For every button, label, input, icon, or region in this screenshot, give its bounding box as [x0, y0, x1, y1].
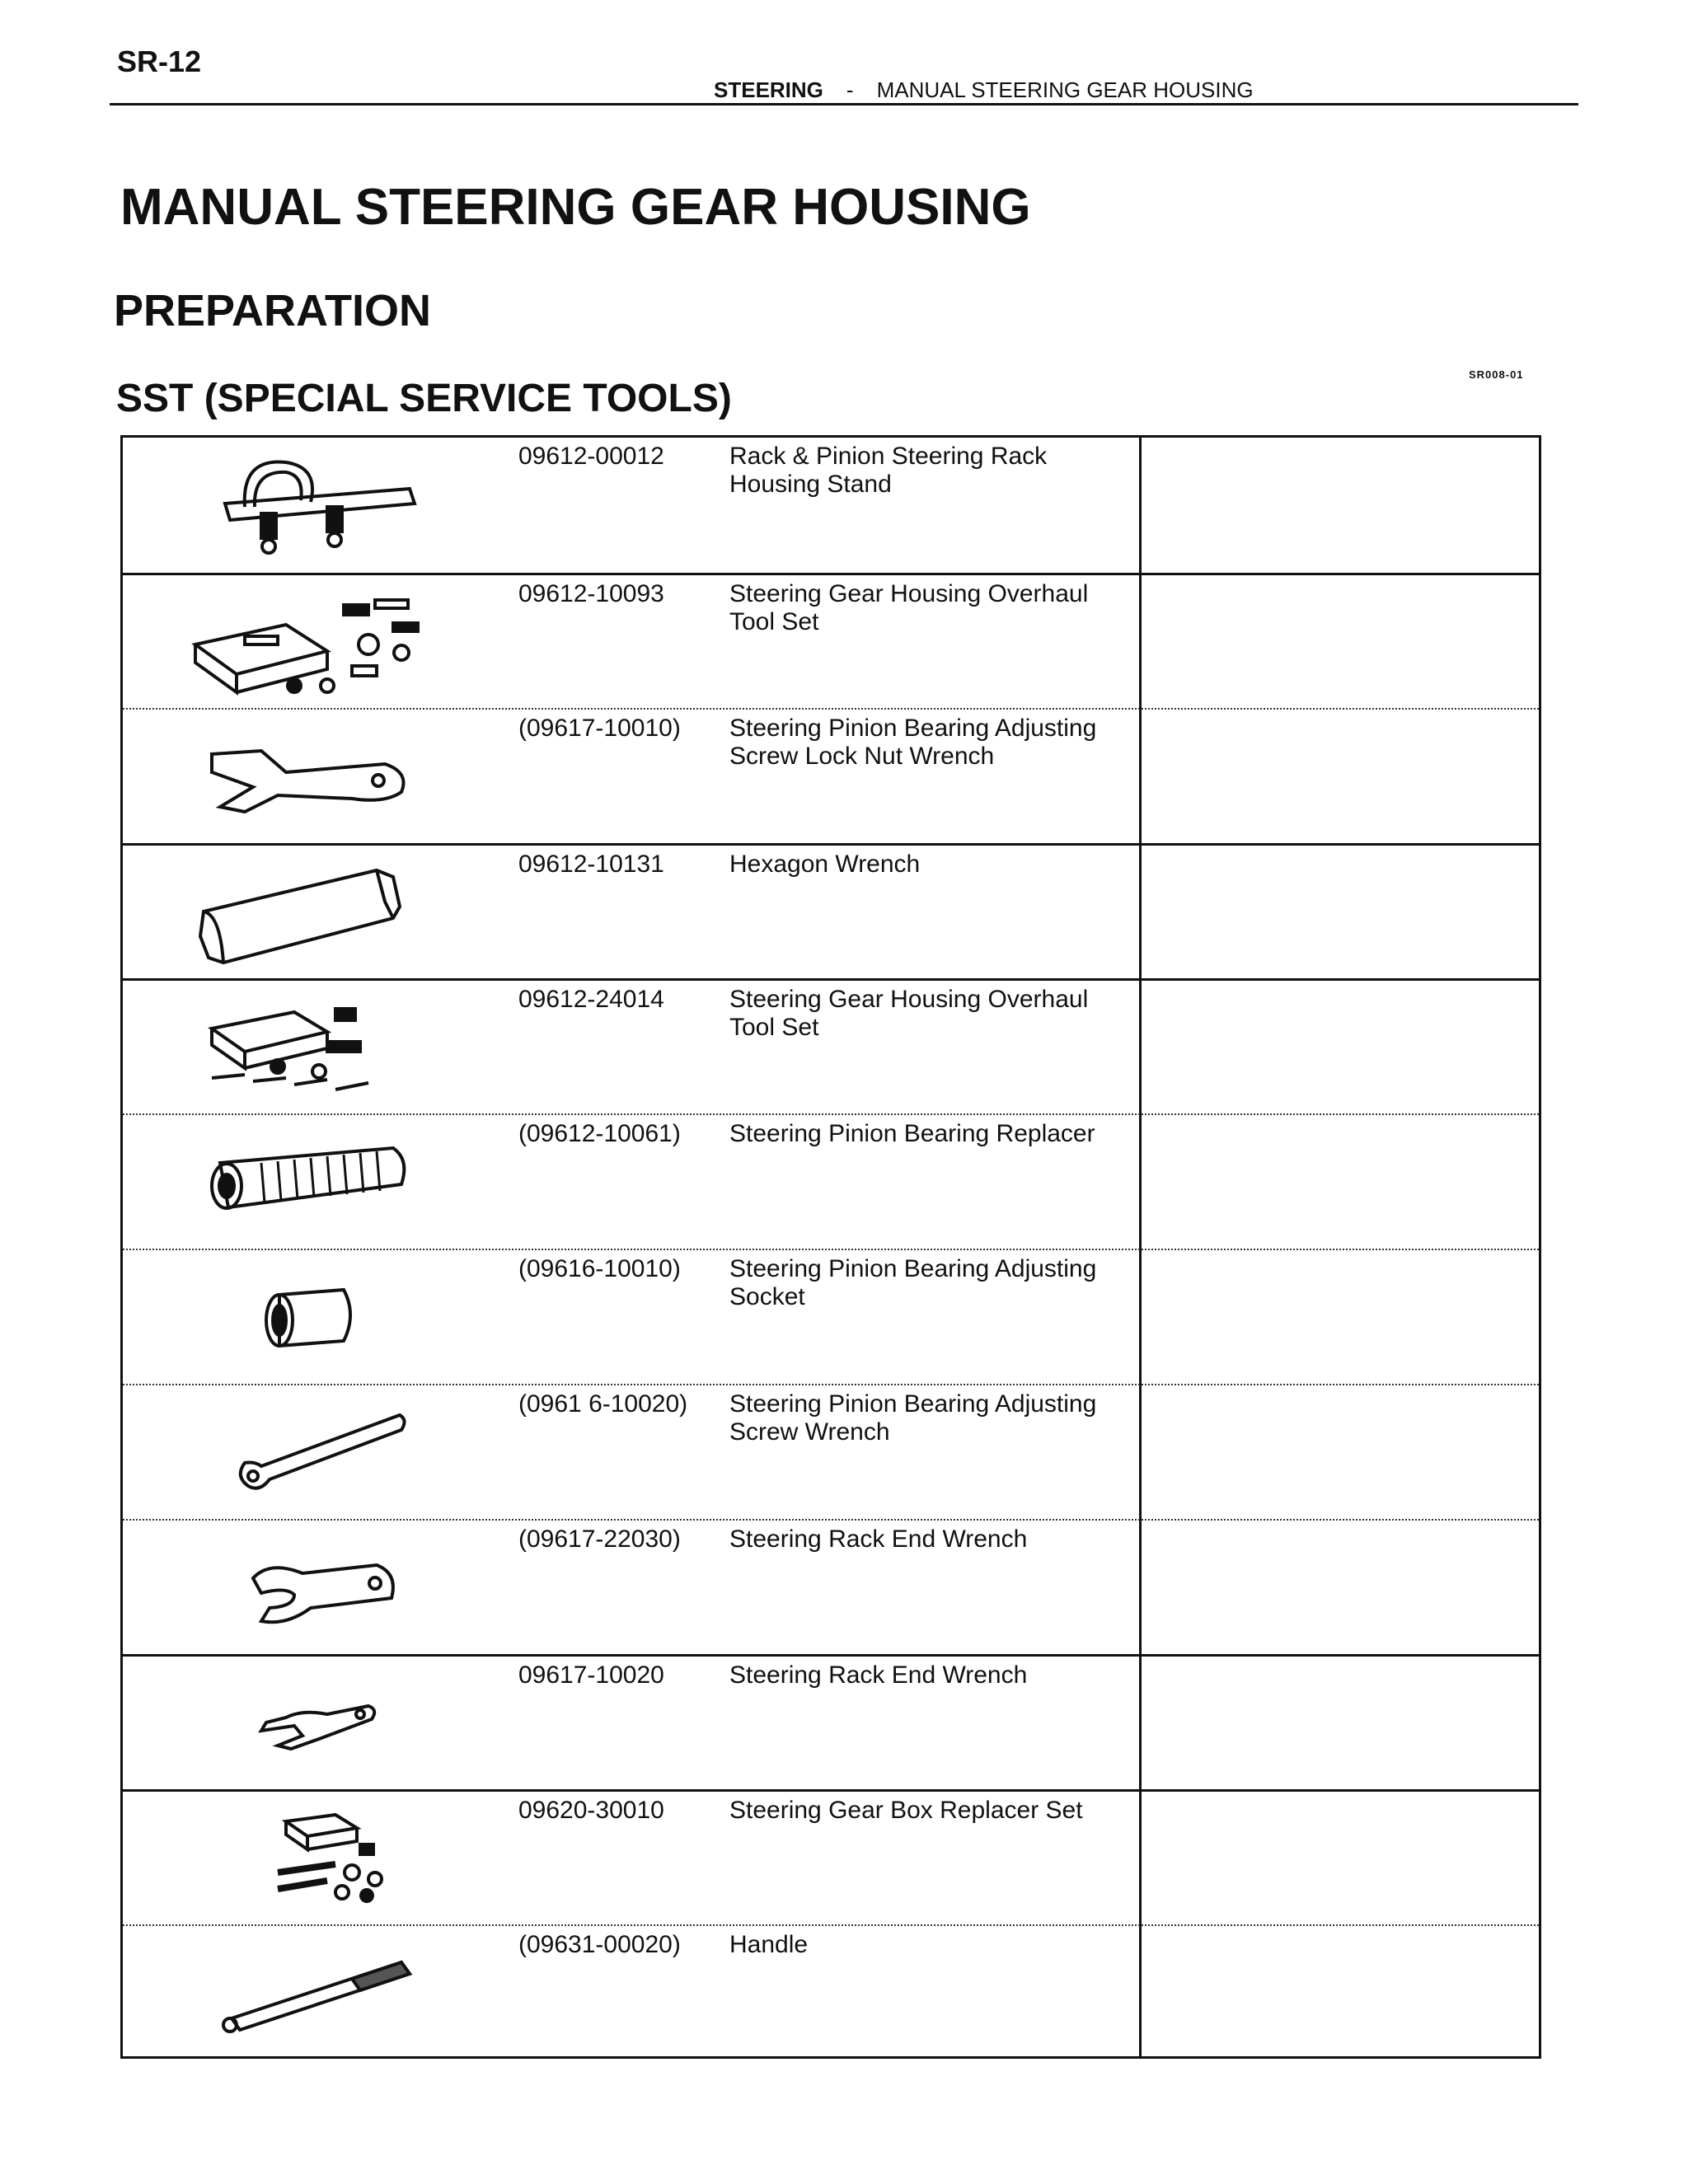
tool-name: Rack & Pinion Steering Rack Housing Stand [729, 443, 1048, 498]
part-number: (09617-10010) [518, 715, 681, 742]
running-head-section: STEERING [714, 77, 823, 102]
part-number: (09631-00020) [518, 1931, 681, 1958]
housing-stand-icon [162, 449, 459, 561]
handle-icon [162, 1938, 459, 2050]
tool-name: Steering Gear Housing Overhaul Tool Set [729, 580, 1089, 635]
part-number: (09616-10010) [518, 1255, 681, 1282]
section-title: PREPARATION [114, 286, 432, 335]
tool-row [123, 1113, 1539, 1250]
tool-row [123, 1924, 1539, 2061]
tool-row [123, 708, 1539, 845]
tool-name: Hexagon Wrench [729, 851, 921, 878]
tool-name: Steering Gear Housing Overhaul Tool Set [729, 986, 1089, 1041]
tool-row [123, 1654, 1539, 1792]
tool-name: Steering Pinion Bearing Adjusting Screw Lock Nut Wrench [729, 715, 1097, 770]
tool-name: Handle [729, 1931, 809, 1958]
hexagon-wrench-icon [162, 857, 459, 969]
sst-table [120, 435, 1541, 2059]
replacer-set-icon [162, 1803, 459, 1915]
tool-row [123, 438, 1539, 573]
part-number: (0961 6-10020) [518, 1390, 688, 1418]
page-title: MANUAL STEERING GEAR HOUSING [120, 179, 1031, 236]
tool-name: Steering Pinion Bearing Replacer [729, 1120, 1095, 1147]
part-number: 09620-30010 [518, 1797, 664, 1824]
rack-end-wrench-icon [162, 1532, 459, 1644]
running-head [714, 77, 1254, 103]
tool-set-case-icon [162, 587, 459, 699]
tool-row [123, 843, 1539, 981]
tool-row [123, 1519, 1539, 1656]
tool-set-case-icon [162, 992, 459, 1104]
bearing-replacer-icon [162, 1127, 459, 1239]
tool-row [123, 1384, 1539, 1521]
tool-name: Steering Rack End Wrench [729, 1526, 1028, 1553]
part-number: 09612-10093 [518, 580, 664, 607]
tool-row [123, 1249, 1539, 1385]
part-number: (09617-22030) [518, 1526, 681, 1553]
part-number: 09612-10131 [518, 851, 664, 878]
screw-wrench-icon [162, 1397, 459, 1509]
part-number: 09617-10020 [518, 1661, 664, 1689]
page-number: SR-12 [117, 45, 202, 78]
part-number: 09612-00012 [518, 443, 664, 470]
figure-code: SR008-01 [1469, 368, 1524, 381]
tool-row [123, 978, 1539, 1116]
header-rule [110, 103, 1578, 105]
small-rack-end-wrench-icon [162, 1668, 459, 1780]
tool-name: Steering Pinion Bearing Adjusting Screw Wrench [729, 1390, 1097, 1446]
tool-row [123, 573, 1539, 710]
tool-name: Steering Rack End Wrench [729, 1661, 1028, 1689]
part-number: 09612-24014 [518, 986, 664, 1013]
lock-nut-wrench-icon [162, 721, 459, 833]
tool-row [123, 1789, 1539, 1927]
running-head-separator: - [846, 77, 854, 102]
tool-name: Steering Pinion Bearing Adjusting Socket [729, 1255, 1097, 1310]
part-number: (09612-10061) [518, 1120, 681, 1147]
tool-name: Steering Gear Box Replacer Set [729, 1797, 1083, 1824]
running-head-subsection: MANUAL STEERING GEAR HOUSING [876, 77, 1254, 102]
sub-title: SST (SPECIAL SERVICE TOOLS) [116, 377, 732, 420]
adjusting-socket-icon [162, 1262, 459, 1374]
